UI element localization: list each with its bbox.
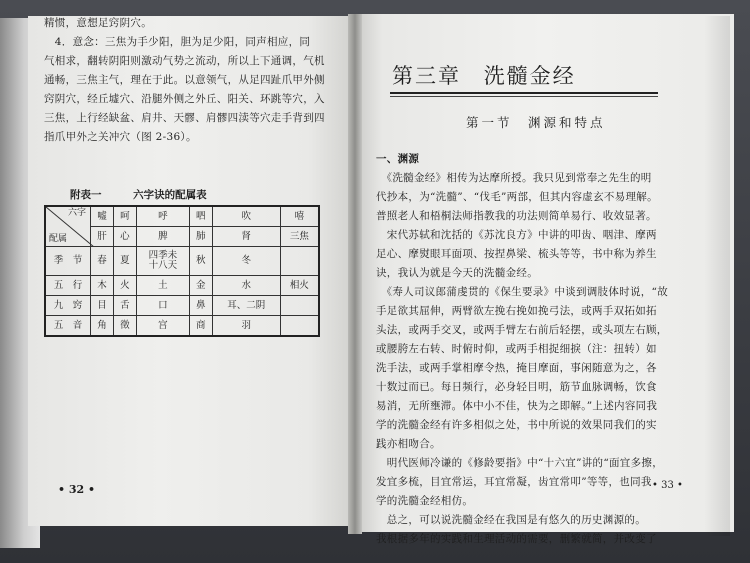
table-row: [45, 247, 319, 276]
text-line: 普照老人和梧桐法师指教我的功法则简单易行、收效显著。: [376, 210, 657, 222]
text-line: 学的洗髓金经相仿。: [376, 495, 474, 507]
corner-bottom-label: 配属: [49, 234, 68, 244]
table-cell: 三焦: [280, 227, 319, 247]
table-cell: 四季未 十八天: [136, 247, 189, 276]
text-line: 《寿人司议郎蒲虔贯的《保生要录》中谈到调肢体时说，“故: [376, 286, 669, 298]
corner-cell: [45, 206, 91, 247]
table-row: [45, 316, 319, 337]
table-cell: 鼻: [189, 296, 212, 316]
table-row: [45, 296, 319, 316]
text-line: 洗手法，或两手掌相摩令热，掩目摩面，事闲随意为之，各: [376, 362, 657, 374]
six-syllable-table: [44, 205, 320, 337]
page-shadow: [704, 16, 730, 536]
text-line: 十数过而已。每日频行，必身轻目明，筋节血脉调畅，饮食: [376, 381, 657, 393]
text-line: 或腰胯左右转、时俯时仰，或两手相捉细捩（注：扭转）如: [376, 343, 657, 355]
table-cell: 春: [91, 247, 114, 276]
table-cell: 木: [91, 276, 114, 296]
table-cell: 徵: [113, 316, 136, 337]
text-line: 发宜多梳，目宜常运，耳宜常凝，齿宜常叩”等等，也同我: [376, 476, 652, 488]
text-line: 通畅，三焦主气，理在于此。以意领气，从足四趾爪甲外侧: [44, 74, 325, 86]
text-line: 易消，无所壅滞。体中小不佳，快为之即解。”上述内容同我: [376, 400, 658, 412]
table-cell: 肺: [189, 227, 212, 247]
right-page-number: • 33 •: [652, 480, 683, 491]
table-cell: 冬: [212, 247, 280, 276]
table-cell: 夏: [113, 247, 136, 276]
chapter-number: 第三章: [392, 64, 461, 88]
table-cell: 舌: [113, 296, 136, 316]
text-line: 手足欲其屈伸，两臂欲左挽右挽如挽弓法，或两手双拓如拓: [376, 305, 657, 317]
chapter-rule-thin: [390, 96, 658, 97]
table-cell: 秋: [189, 247, 212, 276]
text-line: 学的洗髓金经有许多相似之处，书中所说的效果同我们的实: [376, 419, 657, 431]
text-line: 我根据多年的实践和生理活动的需要，删繁就简，并改变了: [376, 533, 657, 545]
table-caption: [70, 187, 235, 202]
text-line: 三焦，上行经缺盆、肩井、天髎、肩髎四渎等穴走手背到四: [44, 112, 325, 124]
table-cell: 角: [91, 316, 114, 337]
text-line: 足心、摩熨眼耳面项、按捏鼻梁、梳头等等，书中称为养生: [376, 248, 657, 260]
table-cell: 肝: [91, 227, 114, 247]
header-cell: 嘘: [91, 206, 114, 227]
table-cell: 商: [189, 316, 212, 337]
text-line: 宋代苏轼和沈括的《苏沈良方》中讲的叩齿、咽津、摩两: [376, 229, 657, 241]
header-cell: 嘻: [280, 206, 319, 227]
table-cell: [280, 296, 319, 316]
section-title: 第一节 渊源和特点: [466, 115, 606, 130]
book-gutter: [348, 14, 362, 534]
table-cell: 金: [189, 276, 212, 296]
table-cell: 水: [212, 276, 280, 296]
chapter-title: 洗髓金经: [483, 64, 576, 88]
header-cell: 吹: [212, 206, 280, 227]
text-line: 4．意念：三焦为手少阳，胆为足少阳，同声相应，同: [44, 36, 311, 48]
subsection-heading: 一、渊源: [376, 153, 420, 165]
table-cell: 宫: [136, 316, 189, 337]
left-page-number: • 32 •: [58, 483, 96, 496]
row-label: 季 节: [45, 247, 91, 276]
row-label: 九 窍: [45, 296, 91, 316]
table-cell: 目: [91, 296, 114, 316]
table-cell: 土: [136, 276, 189, 296]
row-label: 五 行: [45, 276, 91, 296]
table-cell: [280, 247, 319, 276]
table-row: [45, 206, 319, 227]
text-line: 指爪甲外之关冲穴（图 2-36）。: [44, 131, 197, 143]
text-line: 践亦相吻合。: [376, 438, 441, 450]
table-cell: 心: [113, 227, 136, 247]
table-cell: 相火: [280, 276, 319, 296]
header-cell: 呵: [113, 206, 136, 227]
corner-top-label: 六字: [67, 208, 86, 218]
text-line: 诀，我认为就是今天的洗髓金经。: [376, 267, 538, 279]
table-caption-title: 六字诀的配属表: [133, 189, 207, 201]
table-cell: 口: [136, 296, 189, 316]
table-cell: 火: [113, 276, 136, 296]
table-cell: 耳、二阴: [212, 296, 280, 316]
header-cell: 呬: [189, 206, 212, 227]
table-row: [45, 276, 319, 296]
header-cell: 呼: [136, 206, 189, 227]
text-line: 《洗髓金经》相传为达摩所授。我只见到常奉之先生的明: [376, 172, 652, 184]
text-line: 代抄本，为“洗髓”、“伐毛”两部，但其内容虚玄不易理解。: [376, 191, 658, 203]
table-cell: 脾: [136, 227, 189, 247]
text-line: 明代医师冷谦的《修龄要指》中“十六宜”讲的“面宜多擦，: [376, 457, 664, 469]
text-line: 精惯，意想足窍阴穴。: [44, 17, 152, 29]
text-line: 窍阴穴，经丘墟穴、沿腿外侧之外丘、阳关、环跳等穴，入: [44, 93, 325, 105]
table-caption-label: 附表一: [70, 189, 102, 201]
left-body-text: [44, 14, 334, 147]
table-cell: 羽: [212, 316, 280, 337]
right-body-text: [376, 150, 686, 549]
chapter-rule: [390, 92, 658, 94]
text-line: 头法，或两手交叉，或两手臂左右前后轻摆，或头项左右顾，: [376, 324, 668, 336]
table-cell: 肾: [212, 227, 280, 247]
chapter-heading: [392, 60, 576, 90]
table-cell: [280, 316, 319, 337]
row-label: 五 音: [45, 316, 91, 337]
text-line: 总之，可以说洗髓金经在我国是有悠久的历史渊源的。: [376, 514, 646, 526]
text-line: 气相求，翻转阴阳则激动气势之流动，所以上下通调，气机: [44, 55, 325, 67]
